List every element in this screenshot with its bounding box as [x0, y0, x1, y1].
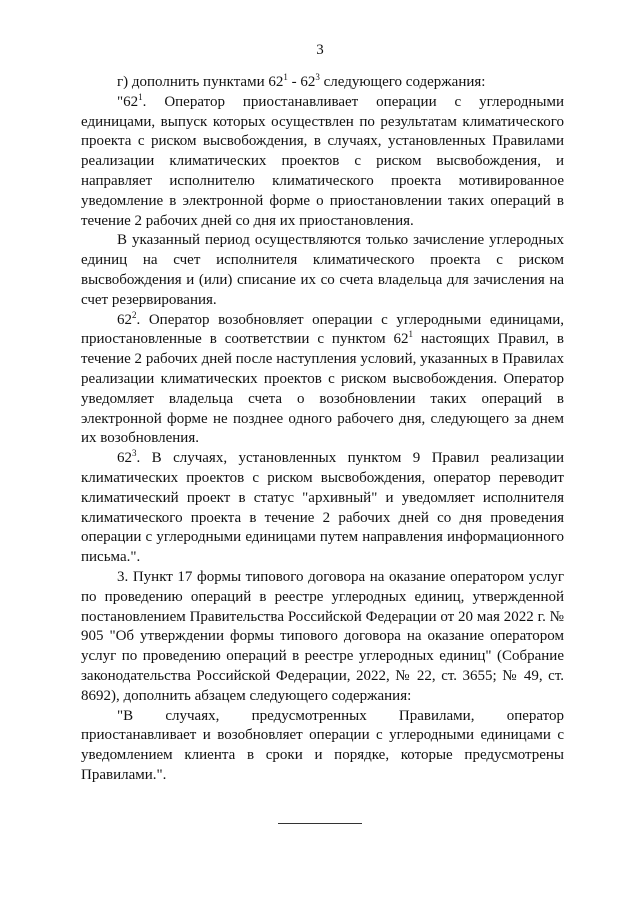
paragraph-62-3-superscript: 3: [132, 448, 137, 459]
intro-superscript-3: 3: [315, 72, 320, 82]
paragraph-62-2-superscript: 2: [132, 309, 137, 320]
paragraph-62-2-text-before: . Оператор возобновляет операции с углеродными единицами, приостановленные в соответствии с пунктом 62: [81, 311, 564, 348]
intro-superscript-1: 1: [283, 72, 288, 82]
paragraph-62-2-text-after: настоящих Правил, в течение 2 рабочих дней после наступления условий, указанных в Правилах реализации климатических проектов с риском высвобождения. Оператор уведомляет владельца счета о возобновлении таких операций в электронной форме не позднее одного рабочего дня, следующего за днем их возобновления.: [81, 331, 564, 447]
paragraph-62-1-number: "62: [117, 93, 139, 110]
intro-paragraph: [81, 73, 564, 93]
paragraph-period: В указанный период осуществляются только зачисление углеродных единиц на счет исполнителя климатического проекта с риском высвобождения и (или) списание их со счета владельца для зачисления на счет резервирования.: [81, 232, 564, 308]
paragraph-62-3-number: 62: [117, 450, 132, 467]
intro-text-middle: - 62: [287, 74, 316, 90]
paragraph-62-1-text: . Оператор приостанавливает операции с углеродными единицами, выпуск которых осуществлен по результатам климатического проекта с риском высвобождения, в случаях, установленных Правилами реализации климатических проектов с риском высвобождения, и направляет исполнителю климатического проекта мотивированное уведомление в электронной форме о приостановлении таких операций в течение 2 рабочих дней со дня их приостановления.: [81, 93, 564, 229]
intro-text-after: следующего содержания:: [319, 74, 486, 90]
footer-divider: [278, 823, 362, 824]
page-number: 3: [316, 42, 324, 58]
paragraph-62-2: [81, 311, 564, 450]
document-body: [81, 73, 564, 786]
paragraph-62-1-superscript: 1: [138, 91, 143, 102]
paragraph-62-2-number: 62: [117, 311, 132, 328]
paragraph-62-1: [81, 93, 564, 232]
paragraph-62-2-ref-superscript: 1: [408, 329, 413, 340]
paragraph-62-3-text: . В случаях, установленных пунктом 9 Правил реализации климатических проектов с риском высвобождения, оператор переводит климатический проект в статус "архивный" и уведомляет исполнителя климатического проекта в течение 2 рабочих дней со дня проведения операции с углеродными единицами путем направления информационного письма.".: [81, 450, 564, 566]
intro-text-before: г) дополнить пунктами 62: [117, 74, 284, 90]
paragraph-3: 3. Пункт 17 формы типового договора на оказание оператором услуг по проведению операций в реестре углеродных единиц, утвержденной постановлением Правительства Российской Федерации от 20 мая 2022 г. № 905 "Об утверждении формы типового договора на оказание оператором услуг по проведению операций в реестре углеродных единиц" (Собрание законодательства Российской Федерации, 2022, № 22, ст. 3655; № 49, ст. 8692), дополнить абзацем следующего содержания:: [81, 568, 564, 704]
paragraph-quote: "В случаях, предусмотренных Правилами, оператор приостанавливает и возобновляет операции с углеродными единицами с уведомлением клиента в сроки и порядке, которые предусмотрены Правилами.".: [81, 707, 564, 783]
paragraph-62-3: [81, 449, 564, 568]
